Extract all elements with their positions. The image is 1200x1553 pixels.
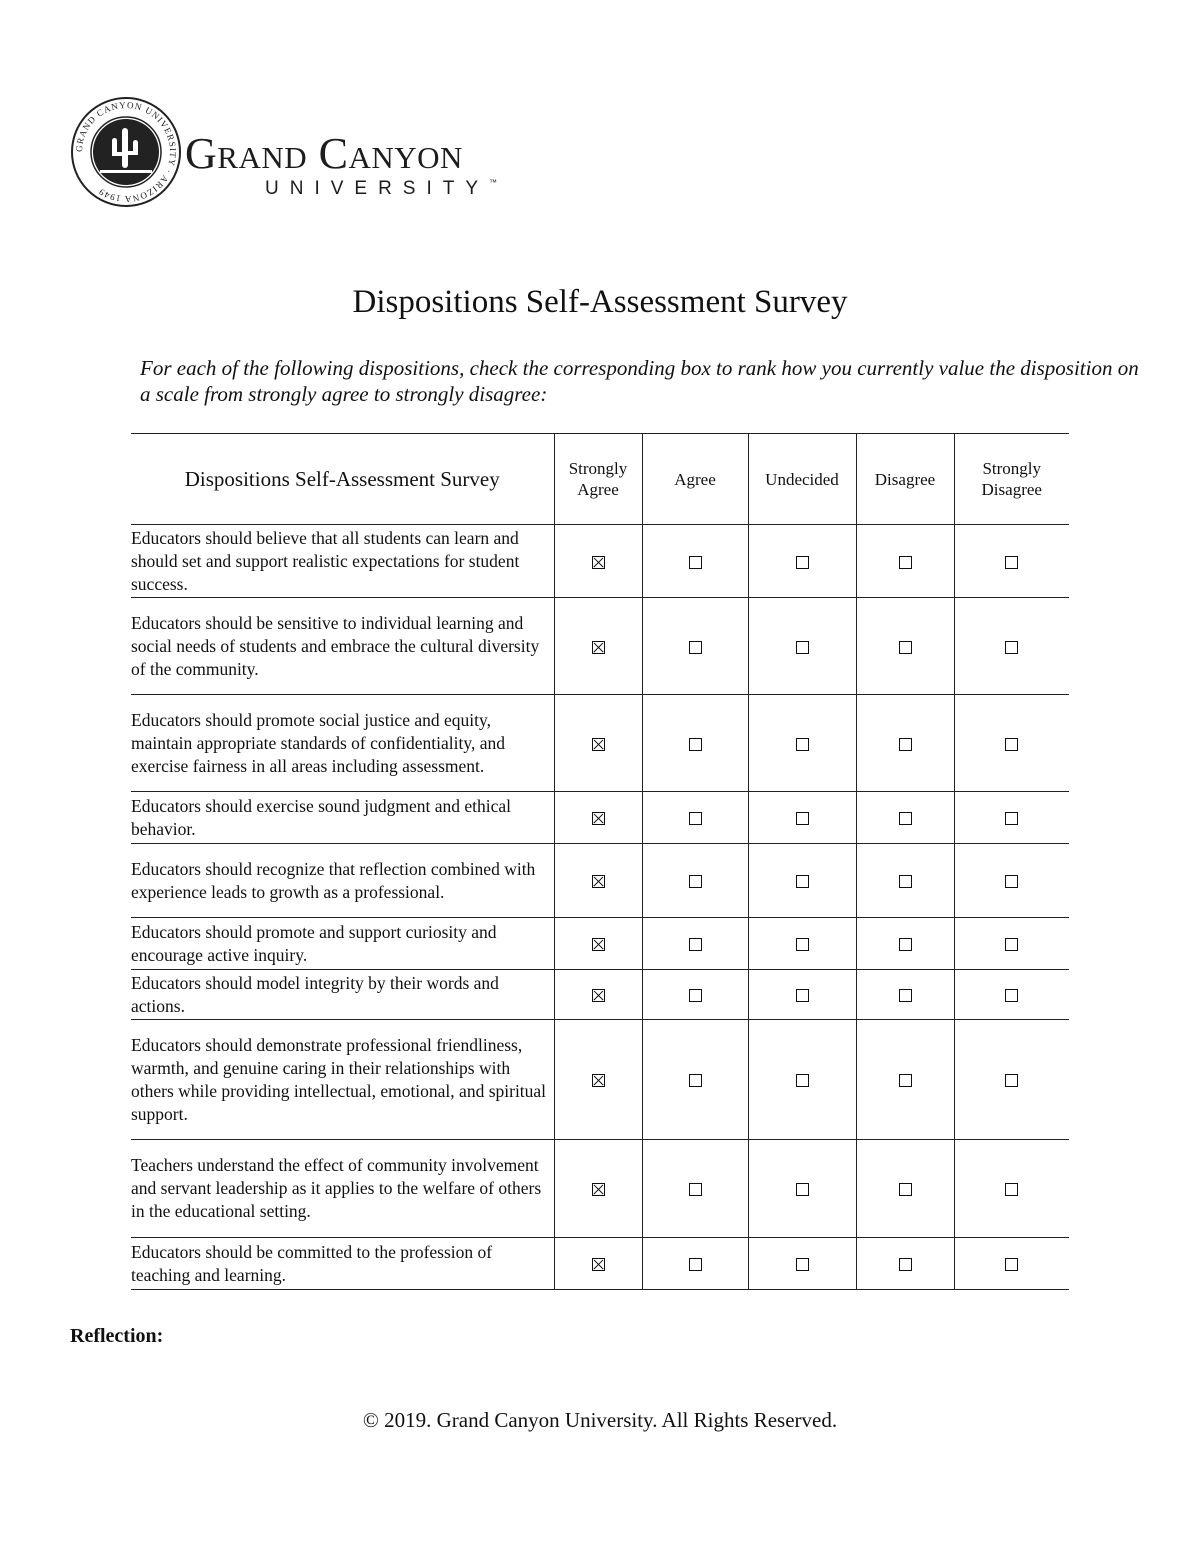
- checkbox-strongly-disagree[interactable]: [1005, 989, 1018, 1002]
- cell-agree: [642, 918, 748, 970]
- cell-undecided: [748, 525, 856, 598]
- checkbox-disagree[interactable]: [899, 738, 912, 751]
- checkbox-disagree[interactable]: [899, 989, 912, 1002]
- cell-undecided: [748, 844, 856, 918]
- cell-undecided: [748, 1140, 856, 1238]
- checkbox-undecided[interactable]: [796, 641, 809, 654]
- checkbox-agree[interactable]: [689, 1258, 702, 1271]
- checkbox-undecided[interactable]: [796, 1258, 809, 1271]
- university-seal-icon: [70, 96, 182, 208]
- cell-undecided: [748, 1238, 856, 1290]
- gcu-logo: [70, 96, 550, 206]
- checkbox-strongly-agree[interactable]: [592, 875, 605, 888]
- cell-strongly-disagree: [954, 598, 1069, 695]
- cell-disagree: [856, 598, 954, 695]
- survey-table: [131, 433, 1069, 1290]
- survey-body: [131, 525, 1069, 1290]
- checkbox-agree[interactable]: [689, 738, 702, 751]
- checkbox-strongly-agree[interactable]: [592, 989, 605, 1002]
- disposition-statement: Educators should model integrity by their words and actions.: [131, 970, 554, 1020]
- disposition-statement: Educators should demonstrate professional friendliness, warmth, and genuine caring in their relationships with others while providing intellectual, emotional, and spiritual support.: [131, 1020, 554, 1140]
- cell-strongly-agree: [554, 695, 642, 792]
- checkbox-strongly-disagree[interactable]: [1005, 938, 1018, 951]
- checkbox-strongly-agree[interactable]: [592, 641, 605, 654]
- cell-strongly-agree: [554, 1140, 642, 1238]
- checkbox-agree[interactable]: [689, 812, 702, 825]
- table-row: [131, 844, 1069, 918]
- header-strongly-disagree-line1: Strongly: [982, 459, 1042, 478]
- header-strongly-disagree: [954, 434, 1069, 525]
- checkbox-disagree[interactable]: [899, 812, 912, 825]
- checkbox-strongly-agree[interactable]: [592, 1258, 605, 1271]
- checkbox-agree[interactable]: [689, 1074, 702, 1087]
- cell-disagree: [856, 525, 954, 598]
- cell-undecided: [748, 792, 856, 844]
- cell-agree: [642, 1020, 748, 1140]
- cell-strongly-disagree: [954, 1140, 1069, 1238]
- cell-agree: [642, 844, 748, 918]
- cell-strongly-agree: [554, 792, 642, 844]
- checkbox-strongly-disagree[interactable]: [1005, 641, 1018, 654]
- cell-undecided: [748, 695, 856, 792]
- checkbox-strongly-agree[interactable]: [592, 556, 605, 569]
- table-row: [131, 1238, 1069, 1290]
- cell-agree: [642, 598, 748, 695]
- disposition-statement: Educators should exercise sound judgment and ethical behavior.: [131, 792, 554, 844]
- cell-disagree: [856, 1020, 954, 1140]
- checkbox-undecided[interactable]: [796, 556, 809, 569]
- cell-strongly-agree: [554, 970, 642, 1020]
- checkbox-undecided[interactable]: [796, 989, 809, 1002]
- checkbox-strongly-disagree[interactable]: [1005, 875, 1018, 888]
- cell-disagree: [856, 918, 954, 970]
- checkbox-strongly-disagree[interactable]: [1005, 1183, 1018, 1196]
- checkbox-strongly-disagree[interactable]: [1005, 556, 1018, 569]
- disposition-statement: Educators should be sensitive to individual learning and social needs of students and embrace the cultural diversity of the community.: [131, 598, 554, 695]
- checkbox-disagree[interactable]: [899, 875, 912, 888]
- reflection-label: Reflection:: [70, 1325, 164, 1347]
- checkbox-strongly-disagree[interactable]: [1005, 1074, 1018, 1087]
- checkbox-disagree[interactable]: [899, 938, 912, 951]
- disposition-statement: Educators should be committed to the profession of teaching and learning.: [131, 1238, 554, 1290]
- disposition-statement: Teachers understand the effect of community involvement and servant leadership as it applies to the welfare of others in the educational setting.: [131, 1140, 554, 1238]
- cell-agree: [642, 525, 748, 598]
- cell-disagree: [856, 1238, 954, 1290]
- checkbox-strongly-disagree[interactable]: [1005, 738, 1018, 751]
- cell-disagree: [856, 844, 954, 918]
- checkbox-agree[interactable]: [689, 875, 702, 888]
- disposition-statement: Educators should promote social justice and equity, maintain appropriate standards of confidentiality, and exercise fairness in all areas including assessment.: [131, 695, 554, 792]
- cell-strongly-disagree: [954, 844, 1069, 918]
- checkbox-disagree[interactable]: [899, 1074, 912, 1087]
- table-row: [131, 1020, 1069, 1140]
- table-row: [131, 918, 1069, 970]
- header-strongly-disagree-line2: Disagree: [981, 480, 1042, 499]
- cell-agree: [642, 1140, 748, 1238]
- checkbox-agree[interactable]: [689, 989, 702, 1002]
- cell-disagree: [856, 695, 954, 792]
- cell-undecided: [748, 970, 856, 1020]
- cell-strongly-agree: [554, 1020, 642, 1140]
- checkbox-strongly-agree[interactable]: [592, 938, 605, 951]
- wordmark-university: [265, 178, 497, 200]
- checkbox-disagree[interactable]: [899, 1183, 912, 1196]
- trademark-symbol: ™: [489, 178, 498, 187]
- instructions: For each of the following dispositions, check the corresponding box to rank how you currently value the disposition on a scale from strongly agree to strongly disagree:: [140, 356, 1139, 406]
- cell-agree: [642, 792, 748, 844]
- checkbox-disagree[interactable]: [899, 1258, 912, 1271]
- checkbox-strongly-agree[interactable]: [592, 1074, 605, 1087]
- table-row: [131, 695, 1069, 792]
- disposition-statement: Educators should promote and support curiosity and encourage active inquiry.: [131, 918, 554, 970]
- header-disagree: Disagree: [856, 434, 954, 525]
- cell-agree: [642, 970, 748, 1020]
- header-strongly-agree-line2: Agree: [577, 480, 619, 499]
- cell-strongly-disagree: [954, 918, 1069, 970]
- cell-strongly-disagree: [954, 1020, 1069, 1140]
- cell-agree: [642, 695, 748, 792]
- checkbox-undecided[interactable]: [796, 1183, 809, 1196]
- checkbox-strongly-agree[interactable]: [592, 1183, 605, 1196]
- checkbox-strongly-disagree[interactable]: [1005, 1258, 1018, 1271]
- checkbox-agree[interactable]: [689, 1183, 702, 1196]
- table-row: [131, 792, 1069, 844]
- checkbox-disagree[interactable]: [899, 556, 912, 569]
- cell-strongly-agree: [554, 598, 642, 695]
- seal-text: GRAND CANYON UNIVERSITY · ARIZONA 1949: [73, 99, 179, 205]
- header-strongly-agree: [554, 434, 642, 525]
- cell-strongly-disagree: [954, 1238, 1069, 1290]
- checkbox-agree[interactable]: [689, 641, 702, 654]
- cell-strongly-disagree: [954, 792, 1069, 844]
- table-row: [131, 1140, 1069, 1238]
- cell-undecided: [748, 918, 856, 970]
- disposition-statement: Educators should recognize that reflection combined with experience leads to growth as a professional.: [131, 844, 554, 918]
- checkbox-agree[interactable]: [689, 556, 702, 569]
- table-row: [131, 970, 1069, 1020]
- disposition-statement: Educators should believe that all students can learn and should set and support realistic expectations for student success.: [131, 525, 554, 598]
- cell-strongly-agree: [554, 525, 642, 598]
- cell-strongly-disagree: [954, 970, 1069, 1020]
- checkbox-undecided[interactable]: [796, 938, 809, 951]
- checkbox-undecided[interactable]: [796, 875, 809, 888]
- checkbox-agree[interactable]: [689, 938, 702, 951]
- checkbox-undecided[interactable]: [796, 1074, 809, 1087]
- checkbox-undecided[interactable]: [796, 738, 809, 751]
- header-strongly-agree-line1: Strongly: [568, 459, 628, 478]
- checkbox-undecided[interactable]: [796, 812, 809, 825]
- header-undecided: Undecided: [748, 434, 856, 525]
- checkbox-disagree[interactable]: [899, 641, 912, 654]
- cell-strongly-disagree: [954, 695, 1069, 792]
- cell-strongly-agree: [554, 844, 642, 918]
- cell-agree: [642, 1238, 748, 1290]
- header-agree: Agree: [642, 434, 748, 525]
- checkbox-strongly-agree[interactable]: [592, 812, 605, 825]
- copyright-footer: © 2019. Grand Canyon University. All Rights Reserved.: [362, 1408, 838, 1432]
- cell-disagree: [856, 1140, 954, 1238]
- table-row: [131, 525, 1069, 598]
- cell-disagree: [856, 792, 954, 844]
- cell-strongly-agree: [554, 918, 642, 970]
- cell-undecided: [748, 1020, 856, 1140]
- cell-strongly-agree: [554, 1238, 642, 1290]
- cell-strongly-disagree: [954, 525, 1069, 598]
- checkbox-strongly-disagree[interactable]: [1005, 812, 1018, 825]
- wordmark-grand-canyon: Grand Canyon: [185, 129, 463, 178]
- cell-undecided: [748, 598, 856, 695]
- table-header-row: [131, 434, 1069, 525]
- header-title: Dispositions Self-Assessment Survey: [131, 434, 554, 525]
- wordmark-university-text: UNIVERSITY: [265, 178, 490, 199]
- cell-disagree: [856, 970, 954, 1020]
- checkbox-strongly-agree[interactable]: [592, 738, 605, 751]
- table-row: [131, 598, 1069, 695]
- page-title: Dispositions Self-Assessment Survey: [352, 284, 848, 320]
